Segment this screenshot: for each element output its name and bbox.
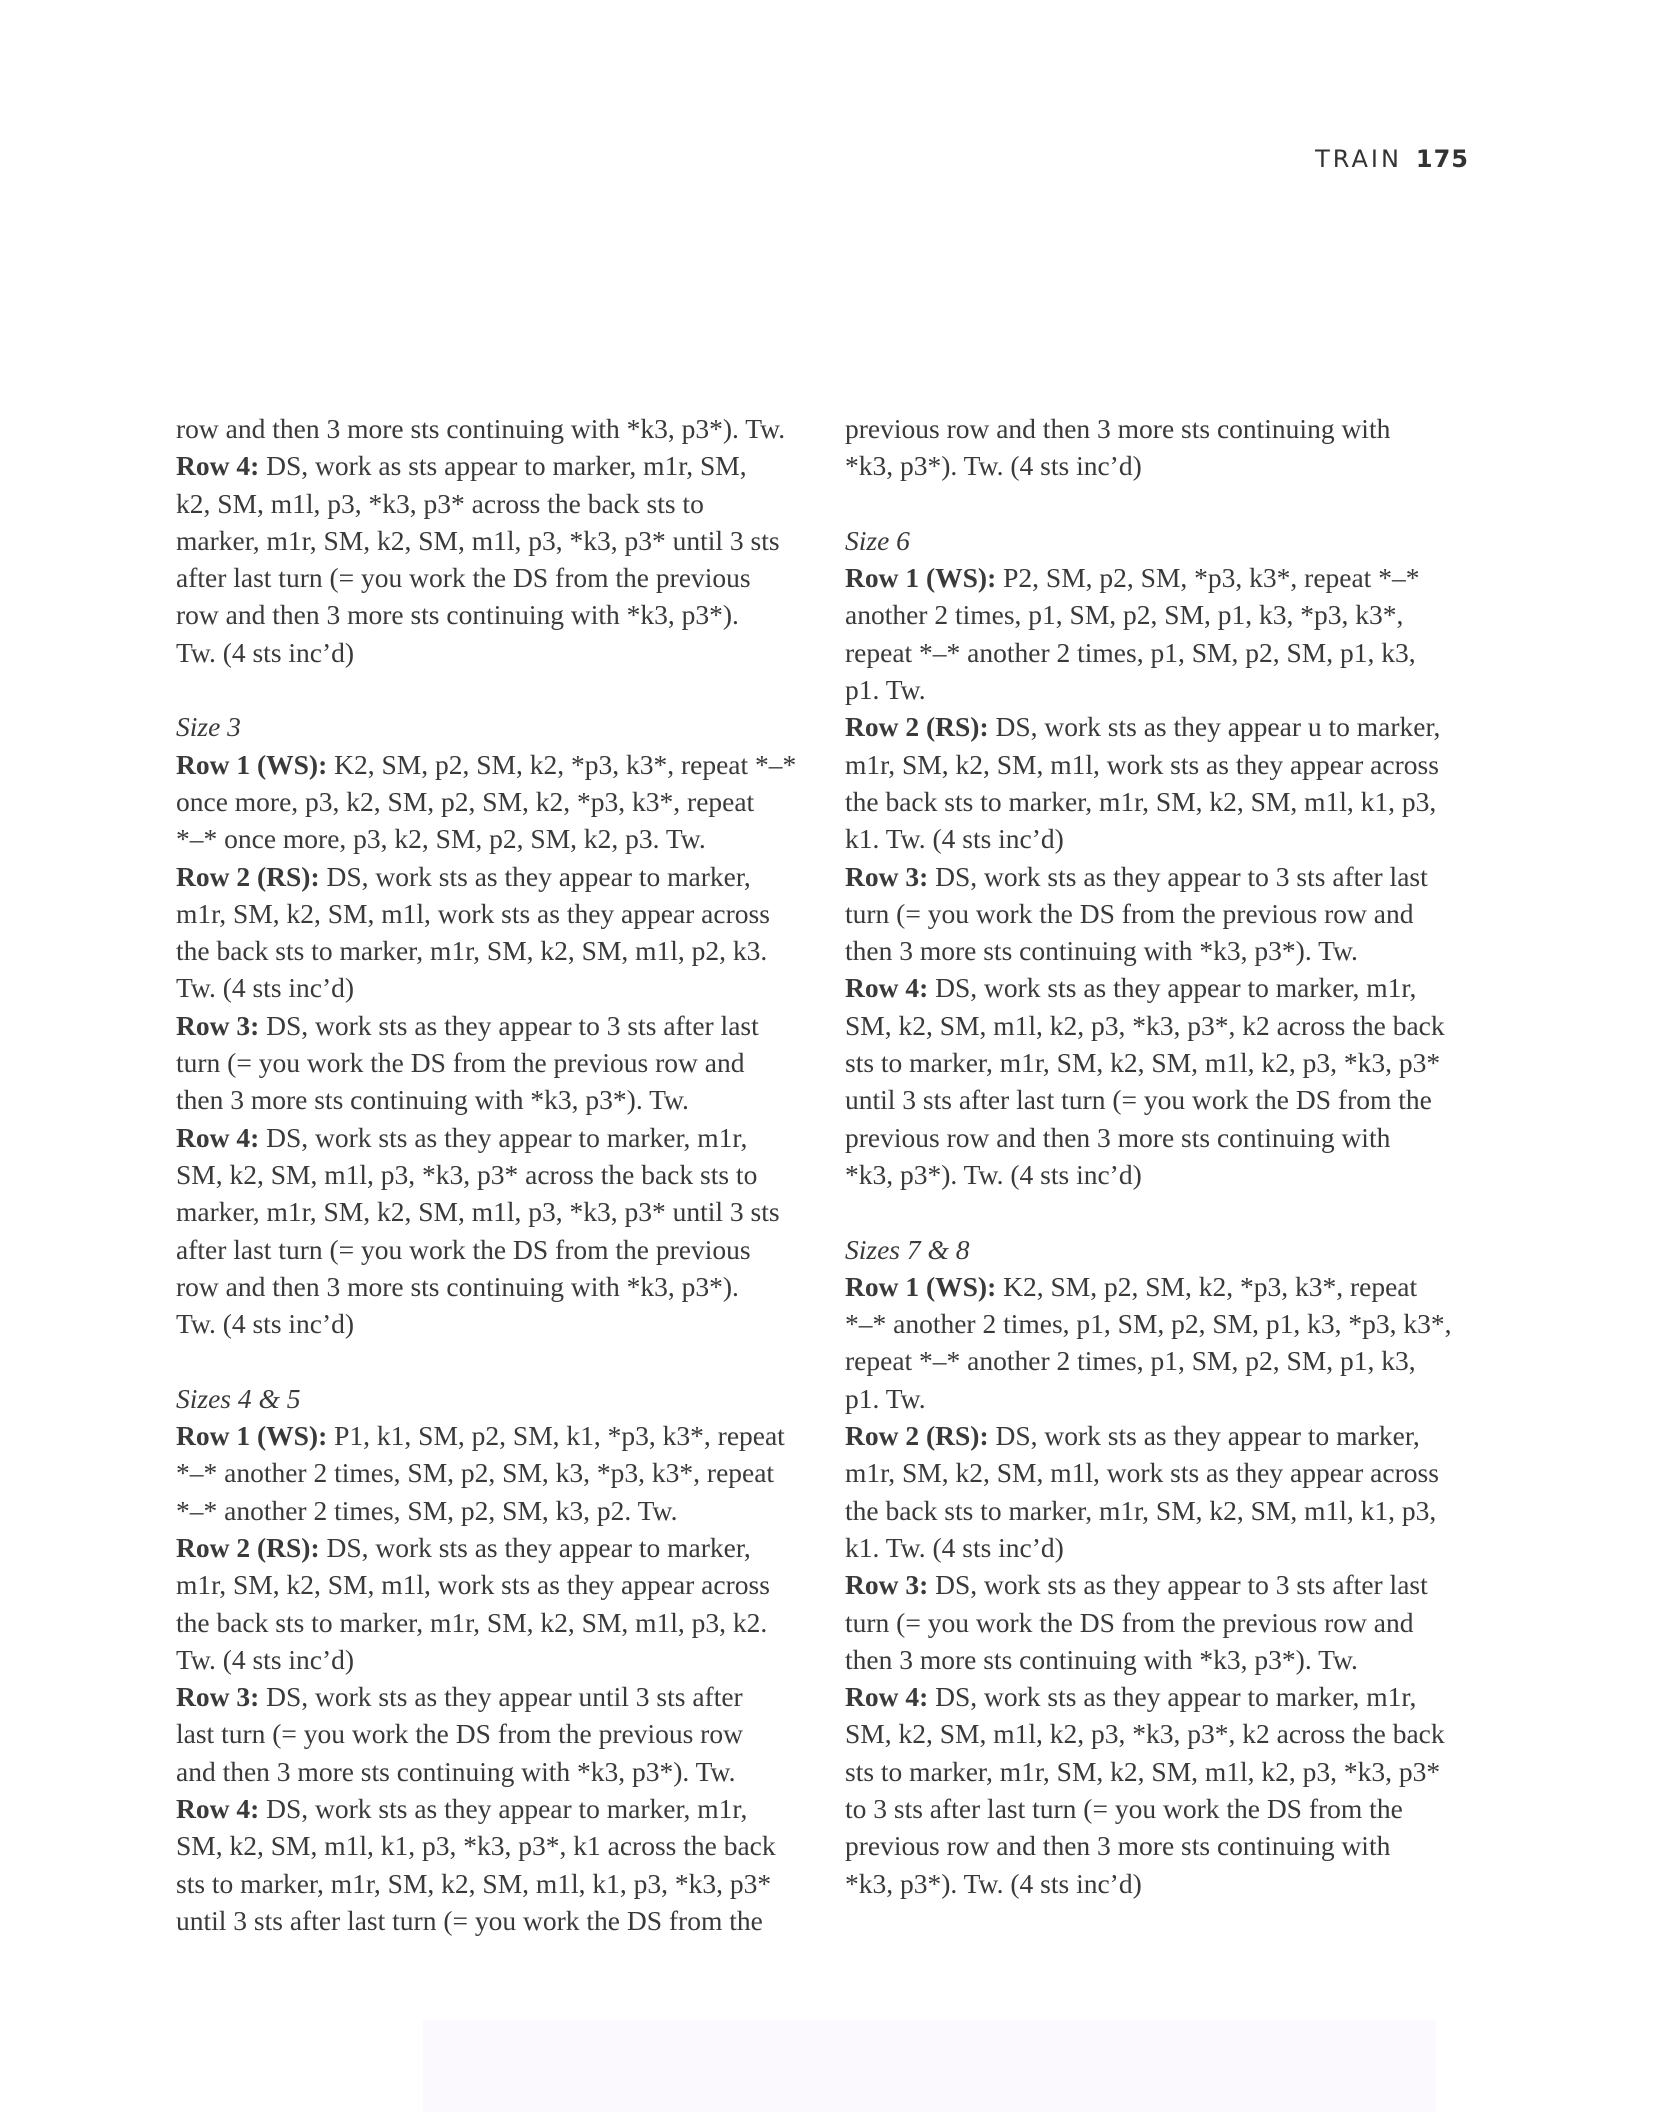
row-instruction-line xyxy=(845,1678,1490,1715)
line-text: previous row and then 3 more sts continuing with xyxy=(845,413,1391,444)
line-text: the back sts to marker, m1r, SM, k2, SM, m1l, k1, p3, xyxy=(845,1494,1437,1526)
text-line xyxy=(845,410,1490,447)
line-text: SM, k2, SM, m1l, k2, p3, *k3, p3*, k2 across the back xyxy=(845,1718,1445,1750)
row-instruction-line xyxy=(845,969,1490,1006)
text-line xyxy=(176,485,821,522)
text-line xyxy=(845,634,1490,671)
line-text: repeat *–* another 2 times, p1, SM, p2, SM, p1, k3, xyxy=(845,1345,1416,1377)
line-text: another 2 times, p1, SM, p2, SM, p1, k3, *p3, k3*, xyxy=(845,599,1404,631)
line-text: until 3 sts after last turn (= you work the DS from the xyxy=(845,1084,1432,1116)
text-line xyxy=(176,1641,821,1678)
text-line xyxy=(176,932,821,969)
row-instruction-line xyxy=(176,1119,821,1156)
text-line xyxy=(176,820,821,857)
page-number: 175 xyxy=(1415,145,1469,173)
line-text: Tw. (4 sts inc’d) xyxy=(176,1643,355,1675)
text-line xyxy=(845,895,1490,932)
line-text: turn (= you work the DS from the previous row and xyxy=(845,1606,1414,1638)
text-line xyxy=(176,1081,821,1118)
line-text: DS, work sts as they appear u to marker, xyxy=(988,711,1441,743)
line-text: until 3 sts after last turn (= you work the DS from the xyxy=(176,1904,763,1936)
text-line xyxy=(176,1268,821,1305)
line-text: previous row and then 3 more sts continuing with xyxy=(845,1830,1391,1862)
text-line xyxy=(845,1380,1490,1417)
line-text: Tw. (4 sts inc’d) xyxy=(176,636,355,668)
line-text: then 3 more sts continuing with *k3, p3*). Tw. xyxy=(845,935,1358,967)
row-label: Row 1 (WS): xyxy=(176,1420,328,1452)
line-text: marker, m1r, SM, k2, SM, m1l, p3, *k3, p3* until 3 sts xyxy=(176,524,780,556)
line-text: p1. Tw. xyxy=(845,1382,926,1414)
line-text: sts to marker, m1r, SM, k2, SM, m1l, k2, p3, *k3, p3* xyxy=(845,1755,1441,1787)
row-label: Row 1 (WS): xyxy=(176,748,328,780)
line-text: previous row and then 3 more sts continuing with xyxy=(845,1121,1391,1153)
line-text: row and then 3 more sts continuing with *k3, p3*). Tw. xyxy=(176,413,786,444)
row-label: Row 4: xyxy=(845,1681,929,1713)
line-text: after last turn (= you work the DS from the previous xyxy=(176,1233,751,1265)
line-text: Tw. (4 sts inc’d) xyxy=(176,972,355,1004)
line-text: P2, SM, p2, SM, *p3, k3*, repeat *–* xyxy=(996,562,1420,594)
line-text: after last turn (= you work the DS from the previous xyxy=(176,562,751,594)
line-text: k1. Tw. (4 sts inc’d) xyxy=(845,1531,1064,1563)
row-instruction-line xyxy=(176,746,821,783)
row-instruction-line xyxy=(176,1678,821,1715)
row-label: Row 4: xyxy=(845,972,929,1004)
line-text: marker, m1r, SM, k2, SM, m1l, p3, *k3, p3* until 3 sts xyxy=(176,1196,780,1228)
text-line xyxy=(176,1827,821,1864)
row-instruction-line xyxy=(176,1007,821,1044)
line-text: and then 3 more sts continuing with *k3, p3*). Tw. xyxy=(176,1755,736,1787)
text-line xyxy=(845,1827,1490,1864)
line-text: K2, SM, p2, SM, k2, *p3, k3*, repeat *–* xyxy=(327,748,797,780)
footer-band xyxy=(423,2020,1436,2112)
text-line xyxy=(845,1790,1490,1827)
text-line xyxy=(845,1865,1490,1902)
text-line xyxy=(176,1753,821,1790)
text-line xyxy=(176,1492,821,1529)
text-line xyxy=(176,1044,821,1081)
line-text: m1r, SM, k2, SM, m1l, work sts as they appear across xyxy=(176,897,770,929)
text-line xyxy=(845,746,1490,783)
row-label: Row 4: xyxy=(176,450,260,482)
text-line xyxy=(176,634,821,671)
line-text: K2, SM, p2, SM, k2, *p3, k3*, repeat xyxy=(996,1270,1418,1302)
line-text: k1. Tw. (4 sts inc’d) xyxy=(845,823,1064,855)
text-line xyxy=(845,783,1490,820)
size-heading: Size 3 xyxy=(176,711,241,743)
text-line xyxy=(176,596,821,633)
line-text: p1. Tw. xyxy=(845,674,926,706)
line-text: once more, p3, k2, SM, p2, SM, k2, *p3, k3*, repeat xyxy=(176,785,755,817)
text-line xyxy=(845,1529,1490,1566)
row-instruction-line xyxy=(176,1417,821,1454)
row-label: Row 1 (WS): xyxy=(845,1270,997,1302)
row-label: Row 2 (RS): xyxy=(176,860,320,892)
text-line xyxy=(845,1715,1490,1752)
row-label: Row 3: xyxy=(176,1009,260,1041)
paragraph-gap xyxy=(176,1342,821,1379)
size-heading: Sizes 4 & 5 xyxy=(176,1382,301,1414)
text-line xyxy=(176,969,821,1006)
line-text: repeat *–* another 2 times, p1, SM, p2, SM, p1, k3, xyxy=(845,636,1416,668)
text-line xyxy=(176,1902,821,1939)
line-text: *k3, p3*). Tw. (4 sts inc’d) xyxy=(845,1867,1142,1899)
text-line xyxy=(845,1305,1490,1342)
line-text: row and then 3 more sts continuing with *k3, p3*). xyxy=(176,1270,739,1302)
left-column xyxy=(176,410,821,1939)
line-text: DS, work sts as they appear to marker, xyxy=(319,860,751,892)
line-text: SM, k2, SM, m1l, k1, p3, *k3, p3*, k1 across the back xyxy=(176,1830,776,1862)
text-line xyxy=(176,1604,821,1641)
row-instruction-line xyxy=(845,1268,1490,1305)
line-text: DS, work sts as they appear to 3 sts after last xyxy=(928,860,1428,892)
row-label: Row 4: xyxy=(176,1121,260,1153)
line-text: SM, k2, SM, m1l, k2, p3, *k3, p3*, k2 across the back xyxy=(845,1009,1445,1041)
text-line xyxy=(176,1865,821,1902)
row-instruction-line xyxy=(845,708,1490,745)
text-line xyxy=(176,1193,821,1230)
line-text: the back sts to marker, m1r, SM, k2, SM, m1l, p2, k3. xyxy=(176,935,768,967)
text-line xyxy=(176,1454,821,1491)
text-line xyxy=(845,1492,1490,1529)
line-text: P1, k1, SM, p2, SM, k1, *p3, k3*, repeat xyxy=(327,1420,785,1452)
row-instruction-line xyxy=(176,447,821,484)
row-label: Row 3: xyxy=(845,1569,929,1601)
line-text: SM, k2, SM, m1l, p3, *k3, p3* across the back sts to xyxy=(176,1158,758,1190)
text-line xyxy=(176,895,821,932)
paragraph-gap xyxy=(845,485,1490,522)
text-line xyxy=(176,1305,821,1342)
row-label: Row 4: xyxy=(176,1792,260,1824)
line-text: m1r, SM, k2, SM, m1l, work sts as they appear across xyxy=(845,1457,1439,1489)
right-column xyxy=(845,410,1490,1902)
text-line xyxy=(845,1007,1490,1044)
line-text: the back sts to marker, m1r, SM, k2, SM, m1l, k1, p3, xyxy=(845,785,1437,817)
row-instruction-line xyxy=(845,1417,1490,1454)
text-line xyxy=(845,820,1490,857)
line-text: DS, work sts as they appear to marker, xyxy=(319,1531,751,1563)
text-line xyxy=(176,1231,821,1268)
line-text: *–* another 2 times, SM, p2, SM, k3, *p3, k3*, repeat xyxy=(176,1457,775,1489)
line-text: *–* once more, p3, k2, SM, p2, SM, k2, p3. Tw. xyxy=(176,823,706,855)
line-text: turn (= you work the DS from the previous row and xyxy=(176,1047,745,1079)
text-line xyxy=(176,559,821,596)
text-line xyxy=(845,671,1490,708)
text-line xyxy=(845,1044,1490,1081)
row-instruction-line xyxy=(845,858,1490,895)
line-text: last turn (= you work the DS from the previous row xyxy=(176,1718,743,1750)
line-text: k2, SM, m1l, p3, *k3, p3* across the back sts to xyxy=(176,487,704,519)
line-text: *–* another 2 times, SM, p2, SM, k3, p2. Tw. xyxy=(176,1494,678,1526)
line-text: then 3 more sts continuing with *k3, p3*). Tw. xyxy=(176,1084,689,1116)
row-instruction-line xyxy=(845,1566,1490,1603)
row-instruction-line xyxy=(176,1529,821,1566)
line-text: *k3, p3*). Tw. (4 sts inc’d) xyxy=(845,1158,1142,1190)
text-line xyxy=(176,1566,821,1603)
text-line xyxy=(176,1715,821,1752)
line-text: m1r, SM, k2, SM, m1l, work sts as they appear across xyxy=(845,748,1439,780)
text-line xyxy=(845,1342,1490,1379)
line-text: DS, work sts as they appear to 3 sts after last xyxy=(259,1009,759,1041)
row-instruction-line xyxy=(176,1790,821,1827)
paragraph-gap xyxy=(176,671,821,708)
text-line xyxy=(845,447,1490,484)
row-label: Row 3: xyxy=(845,860,929,892)
text-line xyxy=(845,1753,1490,1790)
chapter-title: TRAIN xyxy=(1315,145,1402,173)
text-line xyxy=(845,596,1490,633)
size-heading: Sizes 7 & 8 xyxy=(845,1233,970,1265)
line-text: *–* another 2 times, p1, SM, p2, SM, p1, k3, *p3, k3*, xyxy=(845,1308,1452,1340)
text-line xyxy=(845,1604,1490,1641)
row-label: Row 2 (RS): xyxy=(176,1531,320,1563)
text-line xyxy=(176,783,821,820)
line-text: the back sts to marker, m1r, SM, k2, SM, m1l, p3, k2. xyxy=(176,1606,768,1638)
running-head xyxy=(1315,145,1469,173)
text-line xyxy=(845,932,1490,969)
line-text: DS, work sts as they appear to 3 sts after last xyxy=(928,1569,1428,1601)
size-heading: Size 6 xyxy=(845,524,910,556)
line-text: DS, work sts as they appear until 3 sts after xyxy=(259,1681,743,1713)
line-text: to 3 sts after last turn (= you work the DS from the xyxy=(845,1792,1403,1824)
line-text: *k3, p3*). Tw. (4 sts inc’d) xyxy=(845,450,1142,482)
line-text: sts to marker, m1r, SM, k2, SM, m1l, k1, p3, *k3, p3* xyxy=(176,1867,772,1899)
row-label: Row 3: xyxy=(176,1681,260,1713)
line-text: turn (= you work the DS from the previous row and xyxy=(845,897,1414,929)
text-line xyxy=(176,522,821,559)
text-line xyxy=(845,1641,1490,1678)
line-text: DS, work sts as they appear to marker, m1r, xyxy=(928,972,1417,1004)
line-text: DS, work as sts appear to marker, m1r, SM, xyxy=(259,450,747,482)
line-text: DS, work sts as they appear to marker, xyxy=(988,1420,1420,1452)
text-line xyxy=(845,1156,1490,1193)
row-label: Row 2 (RS): xyxy=(845,711,989,743)
line-text: row and then 3 more sts continuing with *k3, p3*). xyxy=(176,599,739,631)
line-text: sts to marker, m1r, SM, k2, SM, m1l, k2, p3, *k3, p3* xyxy=(845,1047,1441,1079)
paragraph-gap xyxy=(845,1193,1490,1230)
row-label: Row 2 (RS): xyxy=(845,1420,989,1452)
line-text: DS, work sts as they appear to marker, m1r, xyxy=(259,1121,748,1153)
line-text: DS, work sts as they appear to marker, m1r, xyxy=(928,1681,1417,1713)
row-instruction-line xyxy=(845,559,1490,596)
row-instruction-line xyxy=(176,858,821,895)
text-line xyxy=(176,410,821,447)
text-line xyxy=(845,1119,1490,1156)
text-line xyxy=(845,1454,1490,1491)
text-line xyxy=(845,1081,1490,1118)
text-line xyxy=(176,1156,821,1193)
line-text: Tw. (4 sts inc’d) xyxy=(176,1308,355,1340)
line-text: then 3 more sts continuing with *k3, p3*). Tw. xyxy=(845,1643,1358,1675)
line-text: DS, work sts as they appear to marker, m1r, xyxy=(259,1792,748,1824)
row-label: Row 1 (WS): xyxy=(845,562,997,594)
line-text: m1r, SM, k2, SM, m1l, work sts as they appear across xyxy=(176,1569,770,1601)
